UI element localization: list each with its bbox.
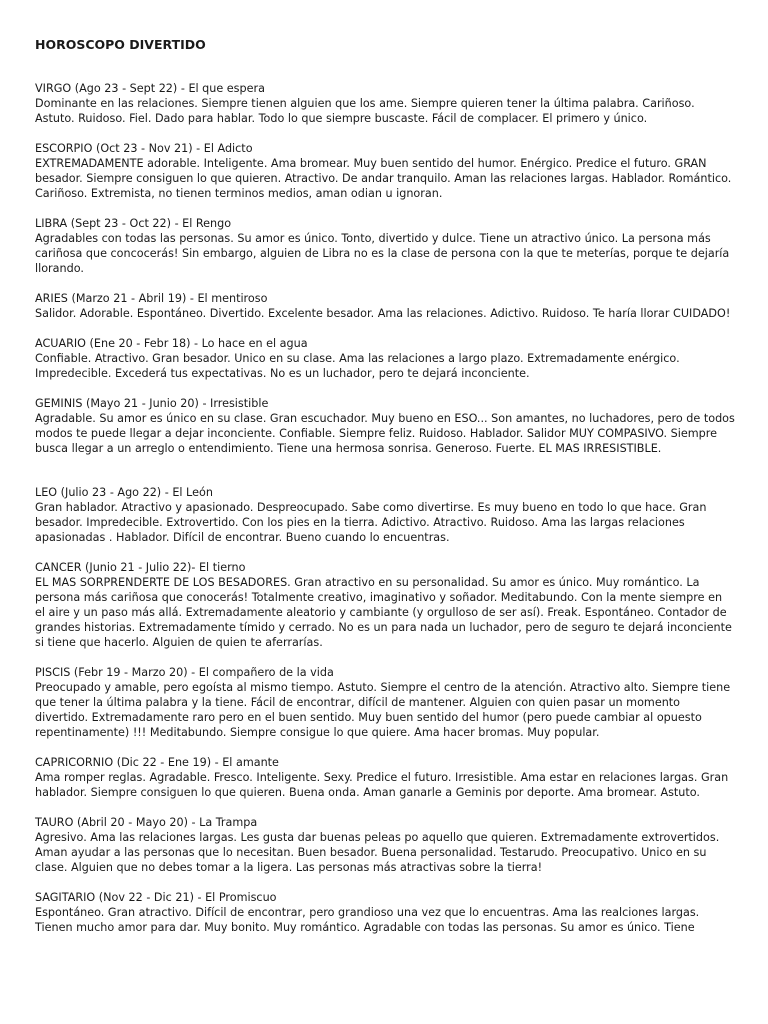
- sign-sagitario: [35, 890, 735, 935]
- sign-description: Ama romper reglas. Agradable. Fresco. Inteligente. Sexy. Predice el futuro. Irresistible. Ama estar en relaciones largas. Gran hablador. Siempre consiguen lo que quieren. Buena onda. Aman ganarle a Geminis por deporte. Ama bromear. Astuto.: [35, 771, 729, 799]
- sign-tauro: [35, 815, 735, 875]
- document-page: [35, 36, 735, 935]
- sign-aries: [35, 291, 735, 321]
- sign-heading: VIRGO (Ago 23 - Sept 22) - El que espera: [35, 82, 265, 95]
- sign-geminis: [35, 396, 735, 456]
- sign-heading: CANCER (Junio 21 - Julio 22)- El tierno: [35, 561, 246, 574]
- sign-cancer: [35, 560, 735, 650]
- sign-acuario: [35, 336, 735, 381]
- sign-piscis: [35, 665, 735, 740]
- sign-virgo: [35, 81, 735, 126]
- sign-capricornio: [35, 755, 735, 800]
- sign-description: Agradable. Su amor es único en su clase. Gran escuchador. Muy bueno en ESO... Son amantes, no luchadores, pero de todos modos te puede llegar a dejar inconciente. Confiable. Siempre feliz. Ruidoso. Hablador. Salidor MUY COMPASIVO. Siempre busca llegar a un arreglo o entendimiento. Tiene una hermosa sonrisa. Generoso. Fuerte. EL MAS IRRESISTIBLE.: [35, 412, 735, 455]
- sign-description: Agresivo. Ama las relaciones largas. Les gusta dar buenas peleas po aquello que quieren. Extremadamente extrovertidos. Aman ayudar a las personas que lo necesitan. Buen besador. Buena personalidad. Testarudo. Preocupativo. Unico en su clase. Alguien que no debes tomar a la ligera. Las personas más atractivas sobre la tierra!: [35, 831, 720, 874]
- sign-description: Preocupado y amable, pero egoísta al mismo tiempo. Astuto. Siempre el centro de la atención. Atractivo alto. Siempre tiene que tener la última palabra y la tiene. Fácil de encontrar, difícil de mantener. Alguien con quien pasar un momento divertido. Extremadamente raro pero en el buen sentido. Muy buen sentido del humor (pero puede cambiar al opuesto repentinamente) !!! Meditabundo. Siempre consigue lo que quiere. Ama hacer bromas. Muy popular.: [35, 681, 731, 739]
- sign-description: Confiable. Atractivo. Gran besador. Unico en su clase. Ama las relaciones a largo plazo. Extremadamente enérgico. Impredecible. Excederá tus expectativas. No es un luchador, pero te dejará inconciente.: [35, 352, 680, 380]
- sign-heading: GEMINIS (Mayo 21 - Junio 20) - Irresistible: [35, 397, 269, 410]
- sign-description: Agradables con todas las personas. Su amor es único. Tonto, divertido y dulce. Tiene un atractivo único. La persona más cariñosa que concocerás! Sin embargo, alguien de Libra no es la clase de persona con la que te meterías, porque te dejaría llorando.: [35, 232, 730, 275]
- sign-heading: TAURO (Abril 20 - Mayo 20) - La Trampa: [35, 816, 258, 829]
- sign-heading: LEO (Julio 23 - Ago 22) - El León: [35, 486, 213, 499]
- sign-escorpio: [35, 141, 735, 201]
- document-title: HOROSCOPO DIVERTIDO: [35, 37, 206, 52]
- sign-description: Espontáneo. Gran atractivo. Difícil de encontrar, pero grandioso una vez que lo encuentras. Ama las realciones largas. Tienen mucho amor para dar. Muy bonito. Muy romántico. Agradable con todas las personas. Su amor es único. Tiene: [35, 906, 700, 934]
- sign-description: Gran hablador. Atractivo y apasionado. Despreocupado. Sabe como divertirse. Es muy bueno en todo lo que hace. Gran besador. Impredecible. Extrovertido. Con los pies en la tierra. Adictivo. Atractivo. Ruidoso. Ama las largas relaciones apasionadas . Hablador. Difícil de encontrar. Bueno cuando lo encuentras.: [35, 501, 707, 544]
- sign-heading: PISCIS (Febr 19 - Marzo 20) - El compañero de la vida: [35, 666, 334, 679]
- sign-heading: CAPRICORNIO (Dic 22 - Ene 19) - El amante: [35, 756, 279, 769]
- sign-heading: SAGITARIO (Nov 22 - Dic 21) - El Promiscuo: [35, 891, 277, 904]
- sign-heading: ACUARIO (Ene 20 - Febr 18) - Lo hace en el agua: [35, 337, 308, 350]
- sign-description: EXTREMADAMENTE adorable. Inteligente. Ama bromear. Muy buen sentido del humor. Enérgico. Predice el futuro. GRAN besador. Siempre consiguen lo que quieren. Atractivo. De andar tranquilo. Aman las relaciones largas. Hablador. Romántico. Cariñoso. Extremista, no tienen terminos medios, aman odian u ignoran.: [35, 157, 732, 200]
- sign-description: EL MAS SORPRENDERTE DE LOS BESADORES. Gran atractivo en su personalidad. Su amor es único. Muy romántico. La persona más cariñosa que conocerás! Totalmente creativo, imaginativo y soñador. Meditabundo. Con la mente siempre en el aire y un paso más allá. Extremadamente aleatorio y cambiante (y orgulloso de ser así). Freak. Espontáneo. Contador de grandes historias. Extremadamente tímido y cerrado. No es un para nada un luchador, pero de seguro te dejará inconciente si tiene que hacerlo. Alguien de quien te aferrarías.: [35, 576, 732, 649]
- sign-description: Salidor. Adorable. Espontáneo. Divertido. Excelente besador. Ama las relaciones. Adictivo. Ruidoso. Te haría llorar CUIDADO!: [35, 307, 731, 320]
- sign-heading: ESCORPIO (Oct 23 - Nov 21) - El Adicto: [35, 142, 253, 155]
- sign-heading: LIBRA (Sept 23 - Oct 22) - El Rengo: [35, 217, 232, 230]
- sign-leo: [35, 485, 735, 545]
- sign-libra: [35, 216, 735, 276]
- sign-heading: ARIES (Marzo 21 - Abril 19) - El mentiroso: [35, 292, 268, 305]
- sign-description: Dominante en las relaciones. Siempre tienen alguien que los ame. Siempre quieren tener la última palabra. Cariñoso. Astuto. Ruidoso. Fiel. Dado para hablar. Todo lo que siempre buscaste. Fácil de complacer. El primero y único.: [35, 97, 695, 125]
